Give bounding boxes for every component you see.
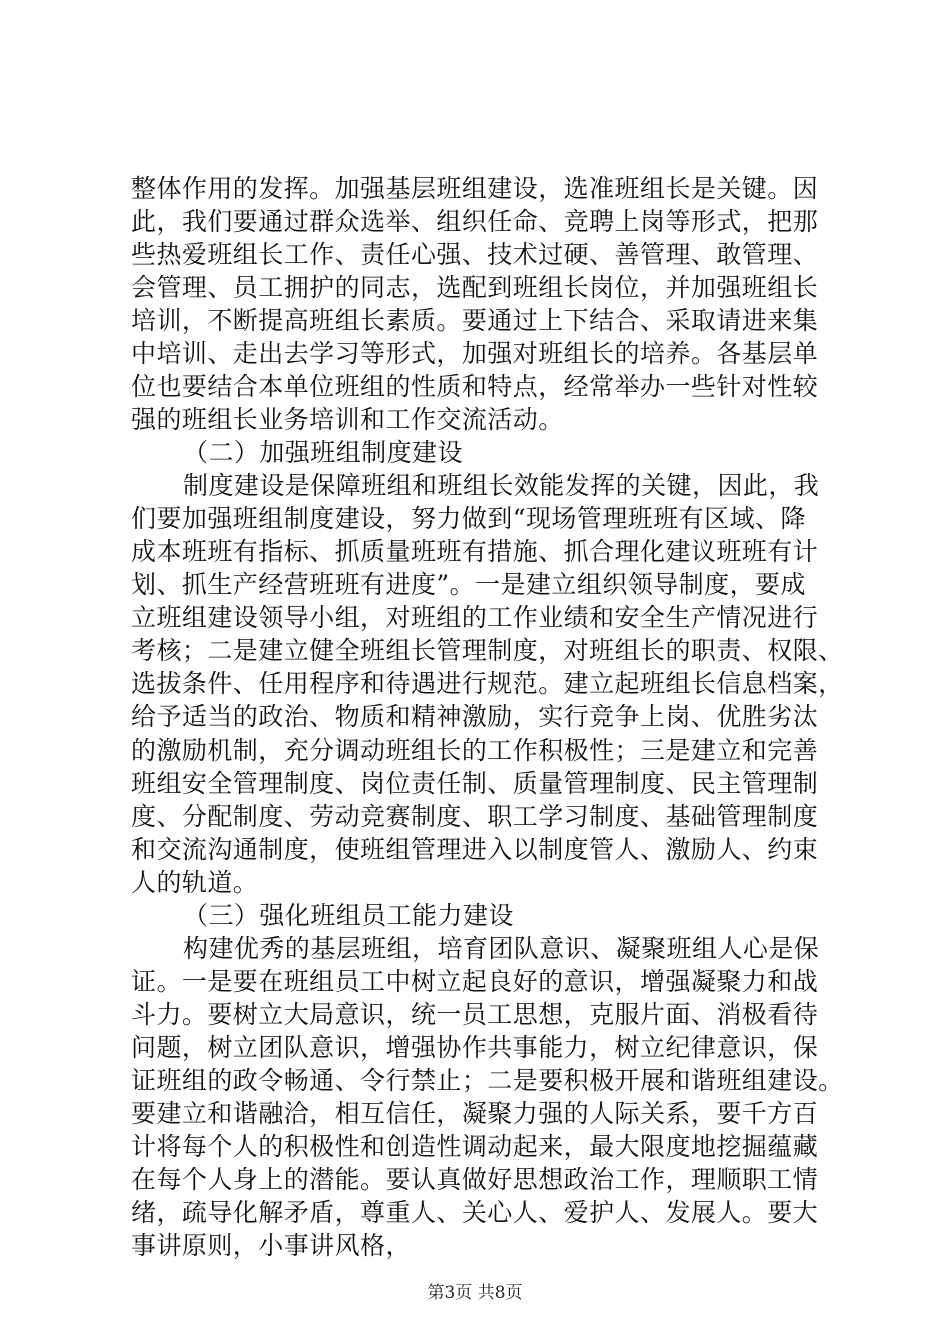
paragraph-1-line-1: 整体作用的发挥。加强基层班组建设，选准班组长是关键。因 [131, 174, 819, 203]
section-heading-2: （二）加强班组制度建设 [183, 438, 463, 468]
paragraph-3-line-4: 问题，树立团队意识，增强协作共事能力，树立纪律意识，保 [131, 1032, 819, 1062]
paragraph-1-line-6: 中培训、走出去学习等形式，加强对班组长的培养。各基层单 [131, 339, 819, 369]
paragraph-3-line-10: 事讲原则，小事讲风格， [131, 1230, 411, 1260]
paragraph-1-line-2: 此，我们要通过群众选举、组织任命、竞聘上岗等形式，把那 [131, 207, 819, 237]
paragraph-1-line-7: 位也要结合本单位班组的性质和特点，经常举办一些针对性较 [131, 372, 819, 402]
paragraph-1-line-3: 些热爱班组长工作、责任心强、技术过硬、善管理、敢管理、 [131, 240, 819, 270]
page-footer: 第3页 共8页 [427, 1283, 523, 1303]
paragraph-1-line-8: 强的班组长业务培训和工作交流活动。 [131, 405, 564, 435]
paragraph-2-line-10: 班组安全管理制度、岗位责任制、质量管理制度、民主管理制 [131, 768, 819, 798]
paragraph-2-line-9: 的激励机制，充分调动班组长的工作积极性；三是建立和完善 [131, 735, 819, 765]
paragraph-2-line-7: 选拔条件、任用程序和待遇进行规范。建立起班组长信息档案， [131, 669, 844, 699]
paragraph-3-line-7: 计将每个人的积极性和创造性调动起来，最大限度地挖掘蕴藏 [131, 1131, 819, 1161]
paragraph-2-line-3: 成本班班有指标、抓质量班班有措施、抓合理化建议班班有计 [131, 537, 819, 567]
paragraph-2-line-12: 和交流沟通制度，使班组管理进入以制度管人、激励人、约束 [131, 834, 819, 864]
paragraph-3-line-9: 绪，疏导化解矛盾，尊重人、关心人、爱护人、发展人。要大 [131, 1197, 819, 1227]
paragraph-3-line-5: 证班组的政令畅通、令行禁止；二是要积极开展和谐班组建设。 [131, 1065, 844, 1095]
paragraph-3-line-3: 斗力。要树立大局意识，统一员工思想，克服片面、消极看待 [131, 999, 819, 1029]
paragraph-2-line-5: 立班组建设领导小组，对班组的工作业绩和安全生产情况进行 [131, 603, 819, 633]
section-heading-3: （三）强化班组员工能力建设 [183, 900, 514, 930]
paragraph-2-line-4: 划、抓生产经营班班有进度”。一是建立组织领导制度，要成 [131, 570, 806, 600]
paragraph-3-line-6: 要建立和谐融洽，相互信任，凝聚力强的人际关系，要千方百 [131, 1098, 819, 1128]
paragraph-3-line-8: 在每个人身上的潜能。要认真做好思想政治工作，理顺职工情 [131, 1164, 819, 1194]
paragraph-1-line-5: 培训，不断提高班组长素质。要通过上下结合、采取请进来集 [131, 306, 819, 336]
paragraph-2-line-2: 们要加强班组制度建设，努力做到“现场管理班班有区域、降 [131, 504, 806, 534]
paragraph-3-line-2: 证。一是要在班组员工中树立起良好的意识，增强凝聚力和战 [131, 966, 819, 996]
paragraph-2-line-13: 人的轨道。 [131, 867, 259, 897]
paragraph-2-line-8: 给予适当的政治、物质和精神激励，实行竞争上岗、优胜劣汰 [131, 702, 819, 732]
paragraph-1-line-4: 会管理、员工拥护的同志，选配到班组长岗位，并加强班组长 [131, 273, 819, 303]
paragraph-2-line-11: 度、分配制度、劳动竞赛制度、职工学习制度、基础管理制度 [131, 801, 819, 831]
paragraph-2-line-6: 考核；二是建立健全班组长管理制度，对班组长的职责、权限、 [131, 636, 844, 666]
paragraph-3-line-1: 构建优秀的基层班组，培育团队意识、凝聚班组人心是保 [183, 933, 820, 963]
paragraph-2-line-1: 制度建设是保障班组和班组长效能发挥的关键，因此，我 [183, 471, 820, 501]
